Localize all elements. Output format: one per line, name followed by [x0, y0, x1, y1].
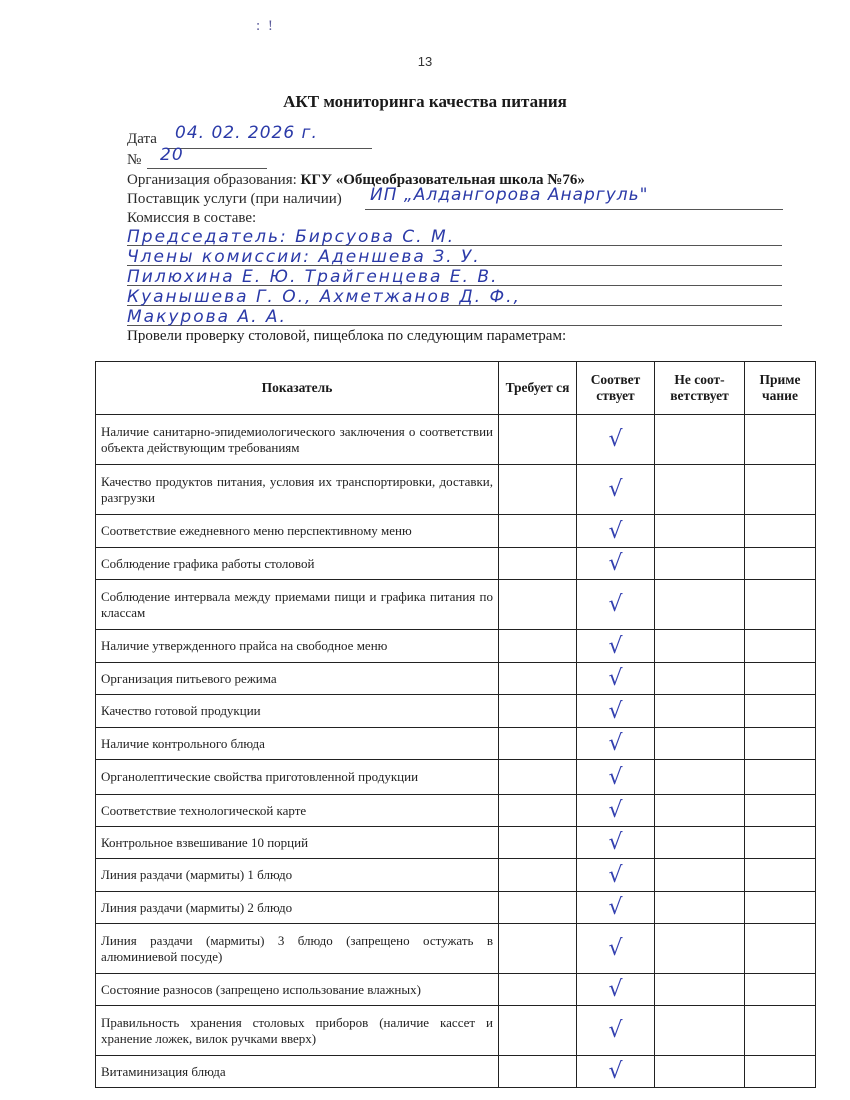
table-row — [96, 663, 816, 695]
table-header-row — [96, 362, 816, 415]
checkmark-icon: √ — [608, 477, 623, 502]
requires-cell — [499, 795, 577, 827]
table-row — [96, 695, 816, 728]
requires-cell — [499, 974, 577, 1006]
org-label: Организация образования: — [127, 172, 297, 188]
param-cell: Наличие утвержденного прайса на свободное меню — [96, 630, 499, 663]
table-row — [96, 465, 816, 515]
date-value: 04. 02. 2026 г. — [175, 123, 318, 143]
checkmark-icon: √ — [608, 764, 623, 790]
note-cell — [745, 859, 816, 892]
checkmark-icon: √ — [608, 731, 623, 756]
complies-cell — [577, 760, 655, 795]
checkmark-icon: √ — [608, 551, 623, 576]
table-row — [96, 415, 816, 465]
requires-cell — [499, 827, 577, 859]
table-row — [96, 859, 816, 892]
table-row — [96, 548, 816, 580]
not-complies-cell — [655, 1006, 745, 1056]
requires-cell — [499, 695, 577, 728]
not-complies-cell — [655, 974, 745, 1006]
intro-text: Провели проверку столовой, пищеблока по следующим параметрам: — [127, 328, 567, 344]
number-value: 20 — [160, 145, 184, 165]
complies-cell — [577, 548, 655, 580]
param-cell: Соответствие технологической карте — [96, 795, 499, 827]
checkmark-icon: √ — [608, 666, 623, 691]
note-cell — [745, 974, 816, 1006]
requires-cell — [499, 415, 577, 465]
not-complies-cell — [655, 695, 745, 728]
checkmark-icon: √ — [608, 862, 623, 888]
date-underline — [167, 148, 372, 149]
table-row — [96, 924, 816, 974]
note-cell — [745, 663, 816, 695]
note-cell — [745, 795, 816, 827]
complies-cell — [577, 515, 655, 548]
commission-text-1: Председатель: Бирсуова С. М. — [127, 227, 456, 247]
table-row — [96, 760, 816, 795]
complies-cell — [577, 892, 655, 924]
param-cell: Линия раздачи (мармиты) 2 блюдо — [96, 892, 499, 924]
commission-text-5: Макурова А. А. — [127, 307, 287, 327]
complies-cell — [577, 827, 655, 859]
note-cell — [745, 1006, 816, 1056]
note-cell — [745, 1056, 816, 1088]
requires-cell — [499, 580, 577, 630]
complies-cell — [577, 580, 655, 630]
note-cell — [745, 580, 816, 630]
commission-text-4: Куанышева Г. О., Ахметжанов Д. Ф., — [127, 287, 521, 307]
not-complies-cell — [655, 728, 745, 760]
requires-cell — [499, 1056, 577, 1088]
complies-cell — [577, 465, 655, 515]
complies-cell — [577, 663, 655, 695]
complies-cell — [577, 630, 655, 663]
not-complies-cell — [655, 760, 745, 795]
not-complies-cell — [655, 580, 745, 630]
number-row — [127, 151, 141, 169]
requires-cell — [499, 859, 577, 892]
param-cell: Соблюдение интервала между приемами пищи и графика питания по классам — [96, 580, 499, 630]
checkmark-icon: √ — [608, 977, 623, 1002]
not-complies-cell — [655, 515, 745, 548]
param-cell: Линия раздачи (мармиты) 3 блюдо (запрещено остужать в алюминиевой посуде) — [96, 924, 499, 974]
not-complies-cell — [655, 663, 745, 695]
checkmark-icon: √ — [608, 1059, 623, 1084]
requires-cell — [499, 465, 577, 515]
note-cell — [745, 695, 816, 728]
note-cell — [745, 515, 816, 548]
table-row — [96, 974, 816, 1006]
note-cell — [745, 924, 816, 974]
table-row — [96, 1056, 816, 1088]
param-cell: Соблюдение графика работы столовой — [96, 548, 499, 580]
supplier-underline — [365, 209, 783, 210]
complies-cell — [577, 1006, 655, 1056]
requires-cell — [499, 630, 577, 663]
complies-cell — [577, 924, 655, 974]
param-cell: Органолептические свойства приготовленной продукции — [96, 760, 499, 795]
table-row — [96, 892, 816, 924]
complies-cell — [577, 795, 655, 827]
requires-cell — [499, 892, 577, 924]
checkmark-icon: √ — [608, 633, 623, 659]
table-row — [96, 630, 816, 663]
note-cell — [745, 415, 816, 465]
complies-cell — [577, 974, 655, 1006]
complies-cell — [577, 859, 655, 892]
not-complies-cell — [655, 548, 745, 580]
table-row — [96, 515, 816, 548]
col-header-requires: Требует ся — [499, 362, 577, 415]
not-complies-cell — [655, 630, 745, 663]
param-cell: Организация питьевого режима — [96, 663, 499, 695]
supplier-label: Поставщик услуги (при наличии) — [127, 191, 342, 207]
table-row — [96, 1006, 816, 1056]
col-header-note: Приме чание — [745, 362, 816, 415]
document-title: АКТ мониторинга качества питания — [283, 92, 567, 111]
checkmark-icon: √ — [608, 895, 623, 920]
table-row — [96, 728, 816, 760]
number-underline — [147, 168, 267, 169]
col-header-not-complies: Не соот- ветствует — [655, 362, 745, 415]
page-number: 13 — [417, 54, 433, 69]
note-cell — [745, 827, 816, 859]
param-cell: Состояние разносов (запрещено использование влажных) — [96, 974, 499, 1006]
col-header-parameter: Показатель — [96, 362, 499, 415]
param-cell: Качество готовой продукции — [96, 695, 499, 728]
param-cell: Линия раздачи (мармиты) 1 блюдо — [96, 859, 499, 892]
checkmark-icon: √ — [608, 830, 623, 855]
not-complies-cell — [655, 1056, 745, 1088]
param-cell: Правильность хранения столовых приборов (наличие кассет и хранение ложек, вилок ручками вверх) — [96, 1006, 499, 1056]
note-cell — [745, 760, 816, 795]
not-complies-cell — [655, 465, 745, 515]
not-complies-cell — [655, 415, 745, 465]
note-cell — [745, 548, 816, 580]
param-cell: Качество продуктов питания, условия их транспортировки, доставки, разгрузки — [96, 465, 499, 515]
not-complies-cell — [655, 827, 745, 859]
param-cell: Соответствие ежедневного меню перспективному меню — [96, 515, 499, 548]
complies-cell — [577, 415, 655, 465]
commission-line-1 — [127, 225, 782, 246]
commission-line-5 — [127, 305, 782, 326]
checkmark-icon: √ — [608, 936, 623, 961]
number-label: № — [127, 152, 142, 168]
note-cell — [745, 630, 816, 663]
requires-cell — [499, 1006, 577, 1056]
note-cell — [745, 465, 816, 515]
checkmark-icon: √ — [608, 798, 623, 823]
param-cell: Витаминизация блюда — [96, 1056, 499, 1088]
commission-line-3 — [127, 265, 782, 286]
date-label: Дата — [127, 131, 157, 147]
note-cell — [745, 892, 816, 924]
complies-cell — [577, 728, 655, 760]
not-complies-cell — [655, 892, 745, 924]
not-complies-cell — [655, 795, 745, 827]
col-header-complies: Соответ ствует — [577, 362, 655, 415]
checkmark-icon: √ — [608, 518, 623, 544]
requires-cell — [499, 760, 577, 795]
checklist-body — [96, 415, 816, 1088]
complies-cell — [577, 1056, 655, 1088]
not-complies-cell — [655, 859, 745, 892]
table-row — [96, 827, 816, 859]
requires-cell — [499, 548, 577, 580]
commission-line-4 — [127, 285, 782, 306]
checkmark-icon: √ — [608, 592, 623, 617]
commission-label: Комиссия в составе: — [127, 210, 257, 226]
requires-cell — [499, 924, 577, 974]
supplier-value: ИП „Алдангорова Анаргуль" — [370, 185, 649, 205]
org-value: КГУ «Общеобразовательная школа №76» — [300, 172, 585, 188]
commission-line-2 — [127, 245, 782, 266]
checkmark-icon: √ — [608, 698, 623, 724]
param-cell: Наличие контрольного блюда — [96, 728, 499, 760]
table-row — [96, 580, 816, 630]
not-complies-cell — [655, 924, 745, 974]
commission-text-3: Пилюхина Е. Ю. Трайгенцева Е. В. — [127, 267, 499, 287]
complies-cell — [577, 695, 655, 728]
note-cell — [745, 728, 816, 760]
param-cell: Наличие санитарно-эпидемиологического заключения о соответствии объекта действующим требованиям — [96, 415, 499, 465]
commission-text-2: Члены комиссии: Аденшева З. У. — [127, 247, 481, 267]
checkmark-icon: √ — [608, 1018, 623, 1043]
table-row — [96, 795, 816, 827]
param-cell: Контрольное взвешивание 10 порций — [96, 827, 499, 859]
checkmark-icon: √ — [608, 427, 623, 452]
requires-cell — [499, 515, 577, 548]
requires-cell — [499, 663, 577, 695]
supplier-row — [127, 190, 342, 208]
stray-pen-mark: : ! — [256, 18, 275, 34]
requires-cell — [499, 728, 577, 760]
date-row — [127, 130, 157, 148]
checklist-table — [95, 361, 816, 1088]
